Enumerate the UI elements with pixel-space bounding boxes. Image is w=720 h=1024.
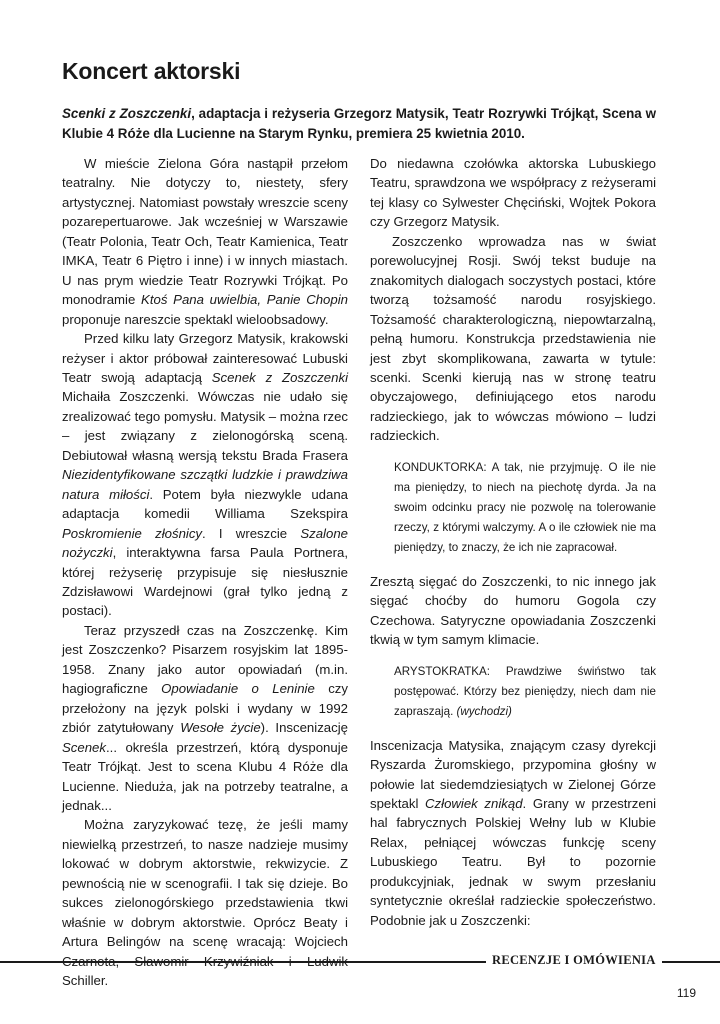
subtitle-details: , adaptacja i reżyseria Grzegorz Matysik, Teatr Rozrywki Trójkąt, Scena w Klubie 4 Róże dla Lucienne na Starym Rynku, premiera 25 kwietnia 2010. [62, 106, 657, 141]
page-number: 119 [676, 986, 696, 1000]
text-run: W mieście Zielona Góra nastąpił przełom teatralny. Nie dotyczy to, niestety, sfery artystycznej. Natomiast powstały wreszcie sceny pozarepertuarowe. Jak wcześniej w Warszawie (Teatr Polonia, Teatr Och, Teatr Kamienica, Teatr IMKA, Teatr 6 Piętro i inne) i w innych miastach. U nas prym wiedzie Teatr Rozrywki Trójkąt. Po monodramie [62, 156, 348, 308]
paragraph: Do niedawna czołówka aktorska Lubuskiego Teatru, sprawdzona we współpracy z reżyserami tej klasy co Sylwester Chęciński, Wojtek Pokora czy Grzegorz Matysik. [370, 156, 656, 230]
paragraph [62, 329, 348, 621]
paragraph: Zoszczenko wprowadza nas w świat porewolucyjnej Rosji. Swój tekst buduje na znakomitych dialogach soczystych postaci, które tworzą tożsamość narodu rosyjskiego. Tożsamość charakterologiczną, niepowtarzalną, pełną humoru. Konstrukcja przedstawienia nie jest zbyt skomplikowana, zawarta w tytule: scenki. Scenki kierują nas w stronę teatru obyczajowego, definiującego etos narodu radzieckiego, jak to wówczas mówiono – ludzi radzieckich. [370, 233, 656, 444]
speaker-name: ARYSTOKRATKA [394, 664, 487, 678]
stage-direction: (wychodzi) [456, 704, 512, 718]
italic-title: Wesołe życie [180, 720, 261, 736]
text-run: Michaiła Zoszczenki. Wówczas nie udało się zrealizować tego pomysłu. Matysik – można rzec – jest związany z zielonogórską sceną. Debiutował własną wersją tekstu Brada Frasera [62, 389, 348, 463]
italic-title: Niezidentyfikowane szczątki ludzkie i prawdziwa natura miłości [62, 467, 348, 502]
italic-title: Ktoś Pana uwielbia, Panie Chopin [141, 292, 348, 308]
text-run: Przed kilku laty Grzegorz Matysik, krakowski reżyser i aktor próbował zainteresować Lubuski Teatr swoją adaptacją [62, 331, 348, 385]
text-run: proponuje nareszcie spektakl wieloobsadowy. [62, 311, 329, 327]
article-subtitle [62, 104, 656, 144]
paragraph [62, 621, 348, 816]
text-run: Teraz przyszedł czas na Zoszczenkę. Kim jest Zoszczenko? Pisarzem rosyjskim lat 1895-1958. Znany jako autor opowiadań (m.in. hagiograficzne [62, 622, 348, 697]
quote-text: : Prawdziwe świństwo tak postępować. Którzy bez pieniędzy, niech dam nie zapraszają. [394, 664, 656, 718]
paragraph [370, 736, 656, 931]
text-run: Inscenizacja Matysika, znającym czasy dyrekcji Ryszarda Żuromskiego, przypomina głośny w połowie lat siedemdziesiątych w Zielonej Górze spektakl [370, 737, 656, 811]
text-run: . Grany w przestrzeni hal fabrycznych Polskiej Wełny lub w Klubie Relax, pełniącej wówczas funkcję sceny Lubuskiego Teatru. Był to pozornie produkcyjniak, jednak w swym przesłaniu syntetycznie określał radzieckie społeczeństwo. Podobnie jak u Zoszczenki: [370, 795, 656, 928]
footer-rule [662, 961, 720, 963]
text-run: ... określa przestrzeń, którą dysponuje Teatr Trójkąt. Jest to scena Klubu 4 Róże dla Lucienne. Nieduża, jak na potrzeby teatralne, a jednak... [62, 739, 348, 813]
article-title: Koncert aktorski [62, 58, 241, 84]
text-run: . I wreszcie [202, 525, 301, 541]
dialogue-quote [370, 458, 656, 558]
italic-title: Opowiadanie o Leninie [161, 681, 315, 697]
text-run: , interaktywna farsa Paula Portnera, której reżyserię przypisuje się niesłusznie Zdzisławowi Wardejnowi (grał tylko jedną z postaci). [62, 545, 348, 619]
italic-title: Człowiek znikąd [425, 795, 523, 811]
italic-title: Poskromienie złośnicy [62, 525, 203, 541]
subtitle-play-title: Scenki z Zoszczenki [62, 106, 192, 121]
text-run: ). Inscenizację [260, 720, 348, 736]
dialogue-quote [370, 662, 656, 722]
text-run: czy przełożony na język polski i wydany w 1992 zbiór zatytułowany [62, 681, 348, 736]
italic-title: Scenek z Zoszczenki [211, 369, 348, 385]
paragraph [62, 154, 348, 329]
italic-title: Scenek [62, 739, 106, 755]
italic-title: Szalone nożyczki [62, 525, 348, 561]
footer-rule [0, 961, 486, 963]
paragraph: Zresztą sięgać do Zoszczenki, to nic innego jak sięgać choćby do humoru Gogola czy Czechowa. Satyryczne opowiadania Zoszczenki tkwią w tym samym klimacie. [370, 573, 656, 648]
left-column [62, 154, 348, 990]
speaker-name: KONDUKTORKA [394, 460, 484, 474]
quote-text: : A tak, nie przyjmuję. O ile nie ma pieniędzy, to niech na piechotę dyrda. Ja na swoim odcinku pracy nie pozwolę na tolerowanie rzeczy, z którymi walczymy. A o ile człowiek nie ma pieniędzy, to znaczy, że ich nie zapracował. [394, 460, 656, 554]
text-run: . Potem była niezwykle udana adaptacja komedii Williama Szekspira [62, 486, 348, 522]
right-column [370, 154, 656, 930]
section-label: RECENZJE I OMÓWIENIA [492, 953, 656, 967]
paragraph: Można zaryzykować tezę, że jeśli mamy niewielką przestrzeń, to nasze nadzieje musimy lokować w dobrym aktorstwie, rekwizycie. Z pewnością nie w scenografii. I tak się dzieje. Bo sukces zielonogórskiego przedstawienia tkwi właśnie w dobrym aktorstwie. Oprócz Beaty i Artura Belingów na scenę wracają: Wojciech Schiller. [62, 817, 348, 989]
